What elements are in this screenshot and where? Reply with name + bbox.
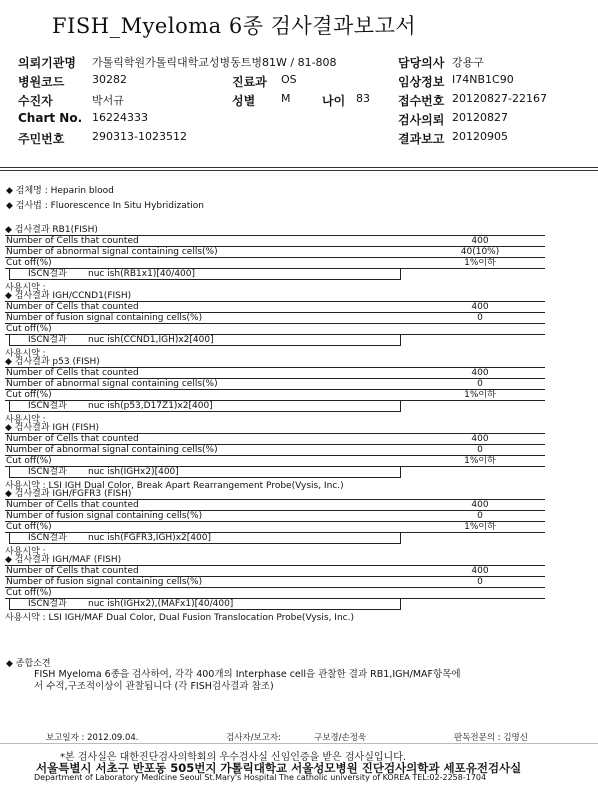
- dept-value: OS: [281, 73, 297, 86]
- report-label: 결과보고: [398, 132, 445, 146]
- table-row: [5, 500, 545, 511]
- iscn-result-box: [9, 401, 401, 412]
- footer-address: 서울특별시 서초구 반포동 505번지 가톨릭대학교 서울성모병원 진단검사의학과 세포유전검사실: [36, 761, 522, 775]
- header-row-institution: [18, 52, 588, 71]
- iscn-label: ISCN결과: [28, 467, 67, 477]
- row-label: Number of Cells that counted: [6, 236, 139, 246]
- summary-body: [34, 669, 534, 693]
- result-section: [5, 357, 545, 426]
- iscn-label: ISCN결과: [28, 533, 67, 543]
- iscn-result-box: [9, 467, 401, 478]
- result-grid: [5, 235, 545, 269]
- table-row: [5, 390, 545, 400]
- row-value: 40(10%): [460, 247, 500, 257]
- dept-label: 진료과: [232, 75, 267, 89]
- tester-value: 구보경/손정욱: [314, 733, 367, 743]
- row-value: 1%이하: [464, 522, 496, 532]
- method-line: ◆ 검사법 : Fluorescence In Situ Hybridization: [6, 201, 204, 211]
- iscn-value: nuc ish(p53,D17Z1)x2[400]: [88, 401, 213, 411]
- table-row: [5, 445, 545, 456]
- row-value: 400: [471, 368, 489, 378]
- report-header: [18, 52, 588, 147]
- hospital-code-label: 병원코드: [18, 75, 65, 89]
- section-heading: ◆ 검사결과 IGH/MAF (FISH): [5, 555, 122, 565]
- iscn-label: ISCN결과: [28, 401, 67, 411]
- reagent-note: 사용시약 : LSI IGH Dual Color, Break Apart Rearrangement Probe(Vysis, Inc.): [5, 481, 344, 491]
- row-label: Number of abnormal signal containing cells(%): [6, 379, 218, 389]
- row-label: Number of fusion signal containing cells(%): [6, 313, 203, 323]
- row-value: 0: [477, 445, 483, 455]
- iscn-value: nuc ish(IGHx2),(MAFx1)[40/400]: [88, 599, 234, 609]
- iscn-label: ISCN결과: [28, 599, 67, 609]
- specialist: 판독전문의 : 김명신: [454, 733, 528, 743]
- header-row-chart: [18, 109, 588, 128]
- result-section: [5, 423, 545, 492]
- result-grid: [5, 565, 545, 599]
- summary-line-2: 서 수적,구조적이상이 관찰됩니다 (각 FISH검사결과 참조): [34, 681, 274, 692]
- resident-value: 290313-1023512: [92, 130, 187, 143]
- iscn-label: ISCN결과: [28, 335, 67, 345]
- row-value: 0: [477, 511, 483, 521]
- table-row: [5, 511, 545, 522]
- row-value: 400: [471, 302, 489, 312]
- section-heading: ◆ 검사결과 RB1(FISH): [5, 225, 98, 235]
- row-label: Number of abnormal signal containing cells(%): [6, 247, 218, 257]
- iscn-result-box: [9, 269, 401, 280]
- table-row: [5, 434, 545, 445]
- section-heading: ◆ 검사결과 p53 (FISH): [5, 357, 100, 367]
- request-value: 20120827: [452, 111, 508, 124]
- footer-certification: *본 검사실은 대한진단검사의학회의 우수검사실 신임인증을 받은 검사실입니다.: [60, 752, 407, 763]
- table-row: [5, 522, 545, 532]
- table-row: [5, 368, 545, 379]
- specimen-line: ◆ 검체명 : Heparin blood: [6, 186, 114, 196]
- table-row: [5, 302, 545, 313]
- report-value: 20120905: [452, 130, 508, 143]
- table-row: [5, 566, 545, 577]
- row-value: 400: [471, 566, 489, 576]
- footer-divider: [0, 743, 598, 744]
- request-label: 검사의뢰: [398, 113, 445, 127]
- table-row: [5, 324, 545, 334]
- chart-value: 16224333: [92, 111, 148, 124]
- hospital-code-value: 30282: [92, 73, 127, 86]
- row-label: Number of fusion signal containing cells(%): [6, 577, 203, 587]
- header-divider: [0, 167, 598, 171]
- reagent-note: 사용시약 :: [5, 283, 46, 293]
- row-label: Cut off(%): [6, 522, 52, 532]
- sex-label: 성별: [232, 94, 256, 108]
- table-row: [5, 588, 545, 598]
- header-row-resident: [18, 128, 588, 147]
- row-label: Number of Cells that counted: [6, 368, 139, 378]
- institution-label: 의뢰기관명: [18, 56, 76, 70]
- row-label: Cut off(%): [6, 258, 52, 268]
- result-section: [5, 555, 545, 624]
- section-heading: ◆ 검사결과 IGH/CCND1(FISH): [5, 291, 132, 301]
- result-grid: [5, 301, 545, 335]
- table-row: [5, 313, 545, 324]
- row-value: 0: [477, 313, 483, 323]
- iscn-value: nuc ish(RB1x1)[40/400]: [88, 269, 196, 279]
- doctor-value: 강용구: [452, 56, 484, 69]
- row-label: Cut off(%): [6, 324, 52, 334]
- reagent-note: 사용시약 :: [5, 349, 46, 359]
- result-grid: [5, 433, 545, 467]
- iscn-result-box: [9, 533, 401, 544]
- row-value: 0: [477, 379, 483, 389]
- chart-label: Chart No.: [18, 111, 83, 125]
- section-heading: ◆ 검사결과 IGH/FGFR3 (FISH): [5, 489, 132, 499]
- clinical-value: I74NB1C90: [452, 73, 514, 86]
- result-section: [5, 291, 545, 360]
- row-label: Number of fusion signal containing cells(%): [6, 511, 203, 521]
- table-row: [5, 236, 545, 247]
- receipt-value: 20120827-22167: [452, 92, 547, 105]
- result-grid: [5, 499, 545, 533]
- summary-line-1: FISH Myeloma 6종을 검사하여, 각각 400개의 Interphase cell을 관찰한 결과 RB1,IGH/MAF항목에: [34, 669, 461, 680]
- row-label: Cut off(%): [6, 456, 52, 466]
- result-section: [5, 489, 545, 558]
- reagent-note: 사용시약 :: [5, 415, 46, 425]
- row-label: Number of Cells that counted: [6, 302, 139, 312]
- table-row: [5, 258, 545, 268]
- result-section: [5, 225, 545, 294]
- receipt-label: 접수번호: [398, 94, 445, 108]
- reagent-note: 사용시약 : LSI IGH/MAF Dual Color, Dual Fusion Translocation Probe(Vysis, Inc.): [5, 613, 354, 623]
- row-value: 0: [477, 577, 483, 587]
- age-value: 83: [356, 92, 370, 105]
- table-row: [5, 247, 545, 258]
- iscn-value: nuc ish(CCND1,IGH)x2[400]: [88, 335, 214, 345]
- row-label: Cut off(%): [6, 588, 52, 598]
- summary-heading: ◆ 종합소견: [6, 659, 51, 669]
- row-label: Cut off(%): [6, 390, 52, 400]
- row-value: 1%이하: [464, 456, 496, 466]
- tester-label: 검사자/보고자:: [226, 733, 281, 743]
- age-label: 나이: [322, 94, 346, 108]
- page-title: FISH_Myeloma 6종 검사결과보고서: [52, 14, 417, 38]
- table-row: [5, 577, 545, 588]
- patient-value: 박서규: [92, 94, 124, 107]
- row-label: Number of abnormal signal containing cells(%): [6, 445, 218, 455]
- table-row: [5, 456, 545, 466]
- footer-department: Department of Laboratory Medicine Seoul St.Mary's Hospital The catholic university of KOREA TEL:02-2258-1704: [34, 773, 487, 782]
- row-label: Number of Cells that counted: [6, 500, 139, 510]
- table-row: [5, 379, 545, 390]
- sex-value: M: [281, 92, 291, 105]
- row-value: 1%이하: [464, 390, 496, 400]
- row-value: 1%이하: [464, 258, 496, 268]
- row-label: Number of Cells that counted: [6, 434, 139, 444]
- reagent-note: 사용시약 :: [5, 547, 46, 557]
- iscn-label: ISCN결과: [28, 269, 67, 279]
- iscn-result-box: [9, 335, 401, 346]
- report-date: 보고일자 : 2012.09.04.: [46, 733, 139, 743]
- clinical-label: 임상정보: [398, 75, 445, 89]
- iscn-result-box: [9, 599, 401, 610]
- section-heading: ◆ 검사결과 IGH (FISH): [5, 423, 100, 433]
- institution-value: 가톨릭학원가톨릭대학교성병동트병81W / 81-808: [92, 56, 337, 69]
- iscn-value: nuc ish(IGHx2)[400]: [88, 467, 179, 477]
- doctor-label: 담당의사: [398, 56, 445, 70]
- row-value: 400: [471, 500, 489, 510]
- resident-label: 주민번호: [18, 132, 65, 146]
- result-grid: [5, 367, 545, 401]
- row-value: 400: [471, 236, 489, 246]
- patient-label: 수진자: [18, 94, 53, 108]
- header-row-patient: [18, 90, 588, 109]
- iscn-value: nuc ish(FGFR3,IGH)x2[400]: [88, 533, 211, 543]
- row-value: 400: [471, 434, 489, 444]
- row-label: Number of Cells that counted: [6, 566, 139, 576]
- header-row-hospital: [18, 71, 588, 90]
